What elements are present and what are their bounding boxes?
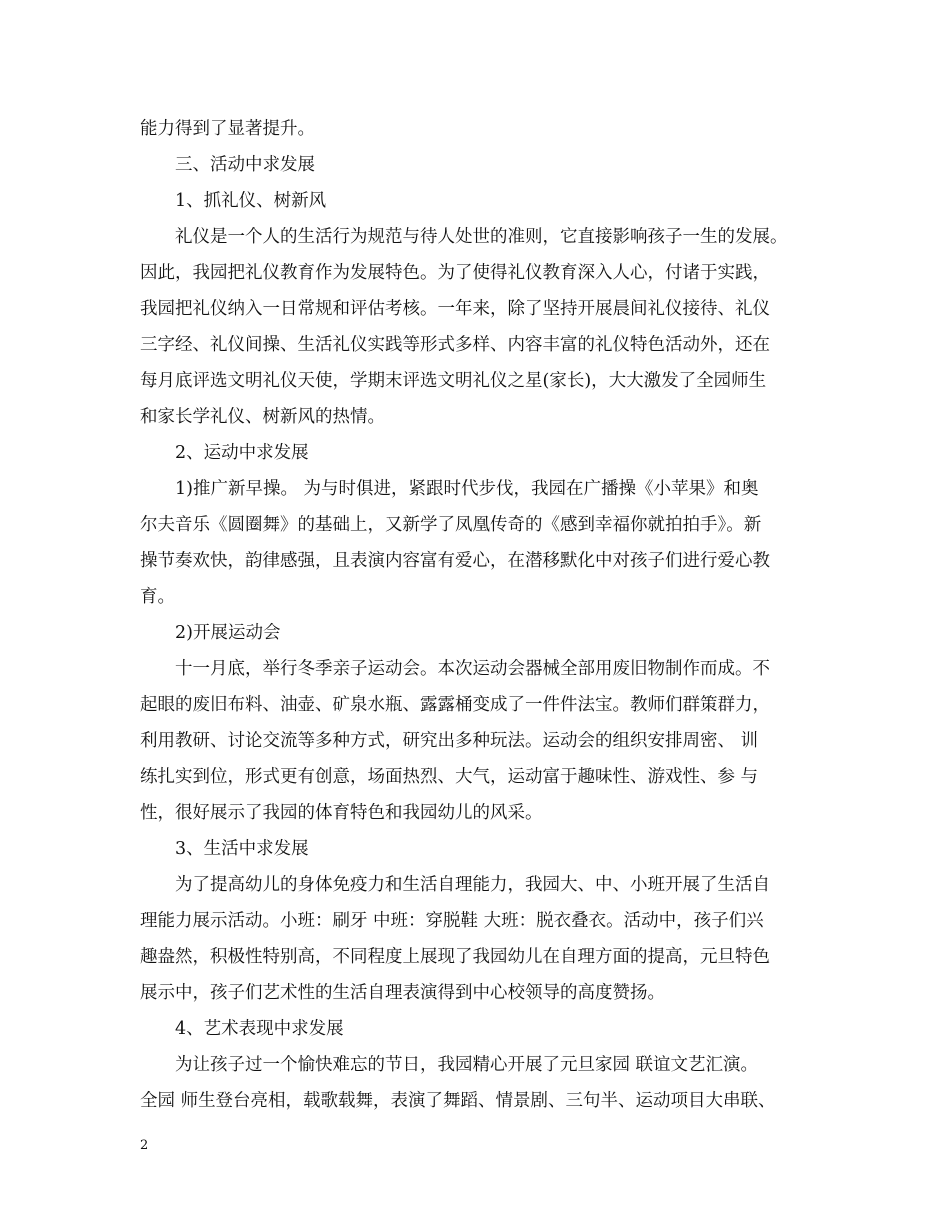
paragraph-line: 性，很好展示了我园的体育特色和我园幼儿的风采。 <box>140 803 543 823</box>
paragraph-line: 我园把礼仪纳入一日常规和评估考核。一年来，除了坚持开展晨间礼仪接待、礼仪 <box>140 299 770 319</box>
paragraph-line: 育。 <box>140 587 175 607</box>
paragraph-line: 十一月底，举行冬季亲子运动会。本次运动会器械全部用废旧物制作而成。不 <box>175 659 770 679</box>
paragraph-line: 1)推广新早操。 为与时俱进，紧跟时代步伐，我园在广播操《小苹果》和奥 <box>175 479 759 499</box>
paragraph-line: 三字经、礼仪间操、生活礼仪实践等形式多样、内容丰富的礼仪特色活动外，还在 <box>140 335 770 355</box>
subsection-heading: 1、抓礼仪、树新风 <box>175 191 327 211</box>
subsection-heading: 3、生活中求发展 <box>175 839 309 859</box>
paragraph-line: 礼仪是一个人的生活行为规范与待人处世的准则，它直接影响孩子一生的发展。 <box>175 227 788 247</box>
subsection-heading: 2)开展运动会 <box>175 623 281 643</box>
text-line: 能力得到了显著提升。 <box>140 119 315 139</box>
paragraph-line: 利用教研、讨论交流等多种方式，研究出多种玩法。运动会的组织安排周密、 训 <box>140 731 759 751</box>
paragraph-line: 理能力展示活动。小班：刷牙 中班：穿脱鞋 大班：脱衣叠衣。活动中，孩子们兴 <box>140 911 764 931</box>
paragraph-line: 尔夫音乐《圆圈舞》的基础上，又新学了凤凰传奇的《感到幸福你就拍拍手》。新 <box>140 515 762 535</box>
paragraph-line: 为了提高幼儿的身体免疫力和生活自理能力，我园大、中、小班开展了生活自 <box>175 875 770 895</box>
paragraph-line: 和家长学礼仪、树新风的热情。 <box>140 407 385 427</box>
paragraph-line: 全园 师生登台亮相，载歌载舞，表演了舞蹈、情景剧、三句半、运动项目大串联、 <box>140 1091 776 1111</box>
paragraph-line: 操节奏欢快，韵律感强，且表演内容富有爱心，在潜移默化中对孩子们进行爱心教 <box>140 551 770 571</box>
subsection-heading: 2、运动中求发展 <box>175 443 309 463</box>
paragraph-line: 因此，我园把礼仪教育作为发展特色。为了使得礼仪教育深入人心，付诸于实践， <box>140 263 770 283</box>
paragraph-line: 起眼的废旧布料、油壶、矿泉水瓶、露露桶变成了一件件法宝。教师们群策群力， <box>140 695 770 715</box>
paragraph-line: 趣盎然，积极性特别高，不同程度上展现了我园幼儿在自理方面的提高，元旦特色 <box>140 947 770 967</box>
paragraph-line: 每月底评选文明礼仪天使，学期末评选文明礼仪之星(家长)，大大激发了全园师生 <box>140 371 767 391</box>
paragraph-line: 练扎实到位，形式更有创意，场面热烈、大气，运动富于趣味性、游戏性、参 与 <box>140 767 759 787</box>
section-heading: 三、活动中求发展 <box>175 155 315 175</box>
page-number: 2 <box>140 1138 149 1153</box>
paragraph-line: 为让孩子过一个愉快难忘的节日，我园精心开展了元旦家园 联谊文艺汇演。 <box>175 1055 759 1075</box>
paragraph-line: 展示中，孩子们艺术性的生活自理表演得到中心校领导的高度赞扬。 <box>140 983 665 1003</box>
subsection-heading: 4、艺术表现中求发展 <box>175 1019 344 1039</box>
